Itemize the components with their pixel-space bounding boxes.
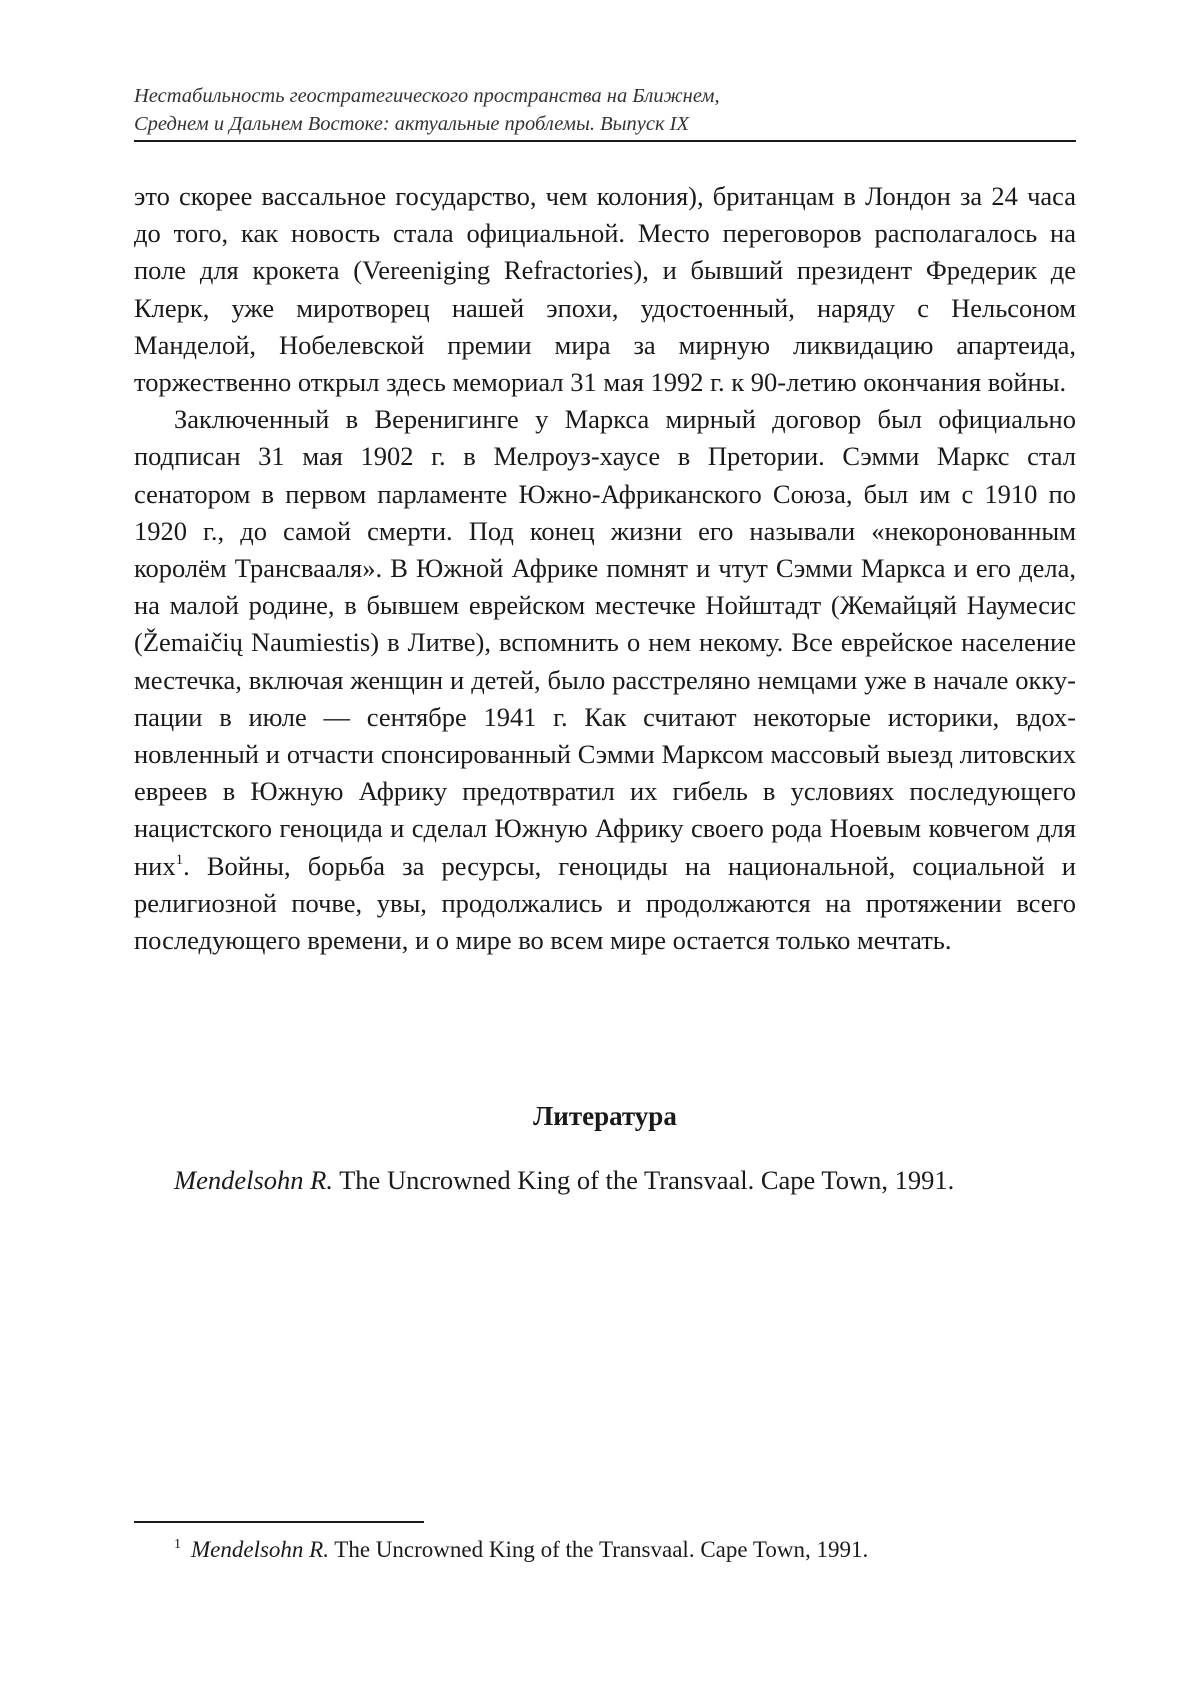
header-rule — [134, 140, 1076, 142]
paragraph-1: это скорее вассальное государство, чем колония), британцам в Лондон за 24 часа до того, как новость стала официальной. Место переговоров располагалось на поле для крокета (Vereeniging Refractories), и бывший президент Фредерик де Клерк, уже миротворец нашей эпохи, удосто­енный, наряду с Нельсоном Манделой, Нобелевской премии мира за мирную ликвидацию апартеида, торжественно открыл здесь мемориал 31 мая 1992 г. к 90-летию окончания войны. — [134, 178, 1076, 401]
footnote-reference[interactable]: 1 — [176, 852, 184, 868]
running-header — [134, 82, 1076, 138]
running-header-line-1: Нестабильность геостратегического пространства на Ближнем, — [134, 82, 1076, 110]
footnote-author: Mendelsohn R. — [191, 1537, 329, 1562]
paragraph-2 — [134, 401, 1076, 959]
footnote-text: The Uncrowned King of the Transvaal. Cape Town, 1991. — [329, 1537, 868, 1562]
paragraph-2-text-a: Заключенный в Веренигинге у Маркса мирный договор был офици­ально подписан 31 мая 1902 г. в Мелроуз-хаусе в Претории. Сэмми Маркс стал сенатором в первом парламенте Южно-Африканского Союза, был им с 1910 по 1920 г., до самой смерти. Под конец жизни его называли «некоронованным королём Трансвааля». В Южной Африке помнят и чтут Сэмми Маркса и его дела, на малой родине, в бывшем еврей­ском местечке Нойштадт (Жемайцяй Наумесис (Žemaičių Naumiestis) в Литве), вспомнить о нем некому. Все еврейское население местечка, включая женщин и детей, было расстреляно немцами уже в начале окку­пации в июле — сентябре 1941 г. Как считают некоторые историки, вдох­новленный и отчасти спонсированный Сэмми Марксом массовый выезд литовских евреев в Южную Африку предотвратил их гибель в условиях последующего нацистского геноцида и сделал Южную Африку своего рода Ноевым ковчегом для них — [134, 404, 1076, 880]
literature-entry-author: Mendelsohn R. — [174, 1165, 333, 1195]
footnote-number: 1 — [174, 1537, 181, 1552]
paragraph-2-text-b: . Войны, борьба за ресурсы, геноциды на национальной, социальной и религиозной почве, увы, продолжались и продолжаются на протяжении всего последующего времени, и о мире во всем мире остается только мечтать. — [134, 851, 1076, 955]
main-text — [134, 178, 1076, 959]
running-header-line-2: Среднем и Дальнем Востоке: актуальные проблемы. Выпуск IX — [134, 110, 1076, 138]
literature-entry-title: The Uncrowned King of the Transvaal. Cape Town, 1991. — [333, 1165, 954, 1195]
literature-entry — [174, 1162, 1076, 1198]
literature-heading: Литература — [134, 1098, 1076, 1134]
footnote — [174, 1534, 1076, 1566]
footnote-rule — [134, 1521, 424, 1523]
